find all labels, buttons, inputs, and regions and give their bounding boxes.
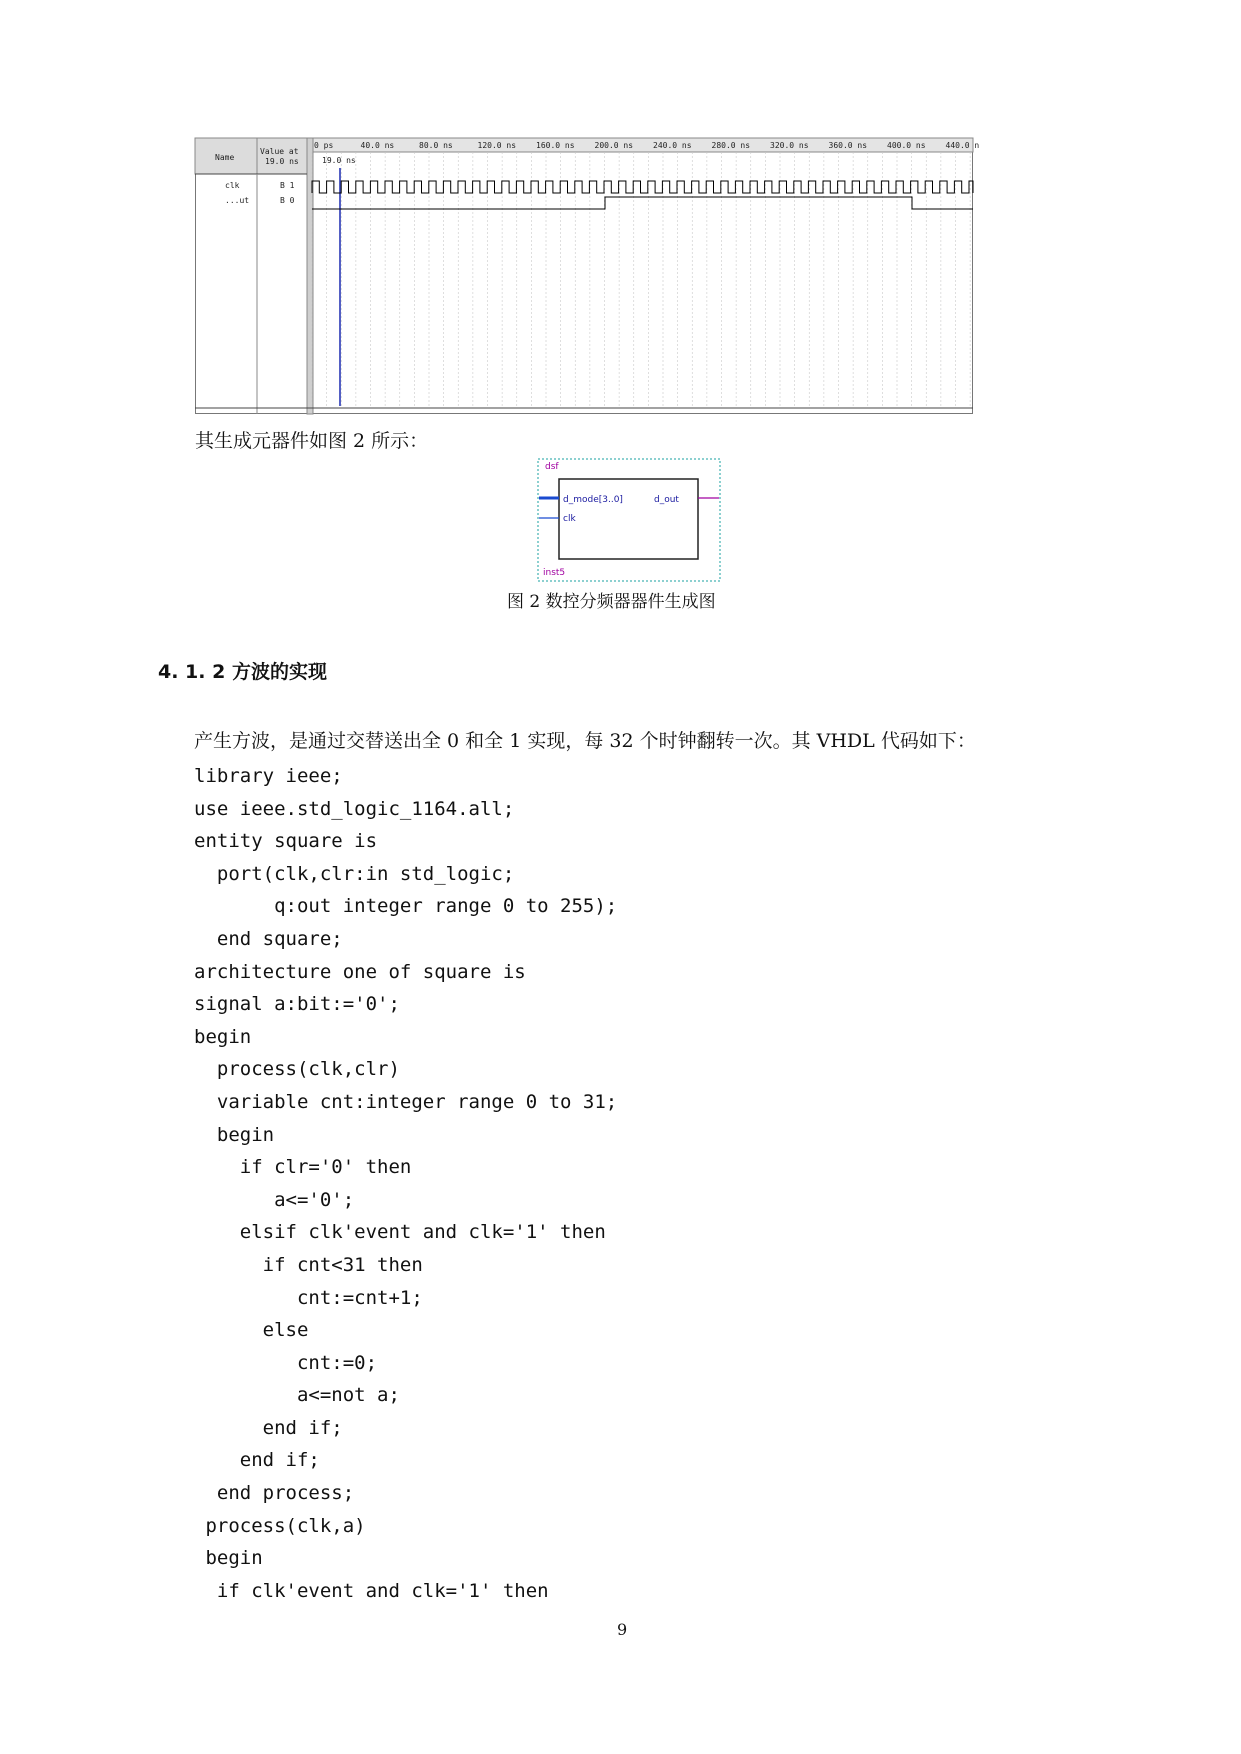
intro-text: 其生成元器件如图 2 所示： [195, 430, 429, 452]
value-header-line2: 19.0 ns [265, 157, 299, 166]
code-line: if cnt<31 then [194, 1253, 423, 1276]
code-line: cnt:=0; [194, 1351, 378, 1374]
code-line: begin [194, 1547, 263, 1570]
code-line: entity square is [194, 830, 378, 853]
symbol-top-label: dsf [545, 462, 559, 472]
name-header: Name [215, 153, 235, 162]
code-line: library ieee; [194, 765, 343, 787]
code-line: elsif clk'event and clk='1' then [194, 1221, 606, 1244]
code-line: begin [194, 1025, 252, 1048]
code-line: begin [194, 1123, 275, 1146]
code-line: process(clk,a) [194, 1514, 366, 1537]
code-line: if clk'event and clk='1' then [194, 1579, 549, 1602]
signal-value: B 1 [280, 181, 295, 190]
code-line: q:out integer range 0 to 255); [194, 895, 618, 918]
time-tick-label: 40.0 ns [360, 141, 395, 150]
port-d-mode: d_mode[3..0] [563, 495, 623, 505]
value-header-line1: Value at [260, 147, 299, 156]
time-tick-label: 360.0 ns [828, 141, 868, 150]
vhdl-code-block [194, 760, 617, 1607]
code-line: end if; [194, 1449, 320, 1472]
code-line: signal a:bit:='0'; [194, 993, 400, 1016]
symbol-inst-label: inst5 [543, 568, 566, 578]
time-tick-label: 240.0 ns [653, 141, 692, 150]
code-line: if clr='0' then [194, 1156, 412, 1179]
code-line: end square; [194, 927, 343, 950]
page-number: 9 [617, 1620, 628, 1639]
signal-value: B 0 [280, 196, 295, 205]
time-tick-label: 200.0 ns [594, 141, 634, 150]
time-tick-label: 0 ps [314, 141, 334, 150]
value-header-cell [257, 138, 307, 174]
section-heading: 4. 1. 2 方波的实现 [158, 661, 327, 683]
time-tick-label: 320.0 ns [770, 141, 809, 150]
code-line: a<='0'; [194, 1188, 355, 1211]
code-line: use ieee.std_logic_1164.all; [194, 797, 515, 820]
signal-name: ...ut [225, 196, 250, 205]
port-d-out: d_out [654, 495, 679, 505]
waveform-screenshot [195, 138, 980, 414]
code-line: process(clk,clr) [194, 1058, 400, 1081]
symbol-body [559, 479, 698, 559]
component-symbol [537, 458, 721, 582]
code-line: end if; [194, 1416, 343, 1439]
paragraph-text: 产生方波，是通过交替送出全 0 和全 1 实现，每 32 个时钟翻转一次。其 VHDL 代码如下： [194, 730, 976, 752]
time-tick-label: 80.0 ns [419, 141, 453, 150]
time-ruler [313, 138, 973, 152]
time-tick-label: 400.0 ns [887, 141, 926, 150]
code-line: port(clk,clr:in std_logic; [194, 862, 515, 885]
time-tick-label: 280.0 ns [711, 141, 751, 150]
time-tick-label: 440.0 n [945, 141, 980, 150]
time-tick-label: 120.0 ns [477, 141, 517, 150]
code-line: variable cnt:integer range 0 to 31; [194, 1090, 618, 1113]
cursor-label: 19.0 ns [322, 156, 356, 165]
figure-caption: 图 2 数控分频器器件生成图 [507, 592, 716, 612]
time-tick-label: 160.0 ns [536, 141, 575, 150]
code-line: else [194, 1319, 309, 1342]
port-clk: clk [563, 514, 576, 524]
signal-name: clk [225, 181, 240, 190]
code-line: end process; [194, 1482, 355, 1505]
code-line: cnt:=cnt+1; [194, 1286, 423, 1309]
code-line: architecture one of square is [194, 960, 526, 983]
code-line: a<=not a; [194, 1384, 400, 1407]
